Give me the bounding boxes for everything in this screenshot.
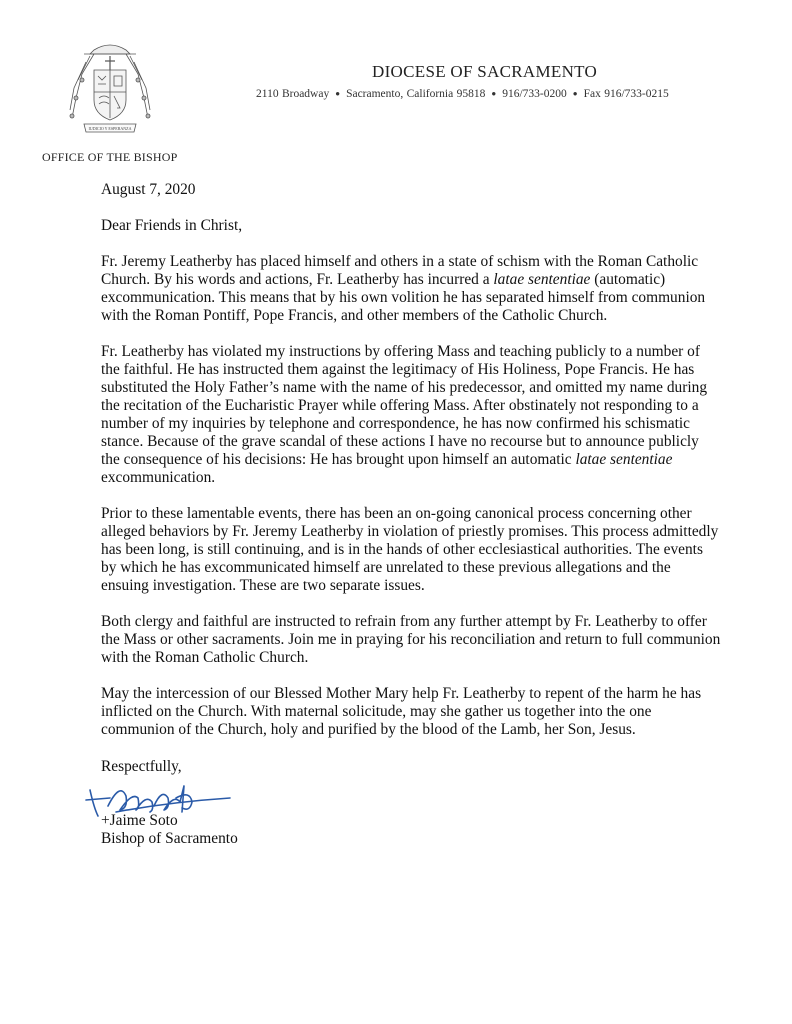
paragraph-2-text-a: Fr. Leatherby has violated my instructions by offering Mass and teaching publicly to a number of the faithful. He has instructed them against the legitimacy of His Holiness, Pope Francis. He has substituted the Holy Father’s name with the name of his predecessor, and omitted my name during the recitation of the Eucharistic Prayer while offering Mass. After obstinately not responding to a number of my inquiries by telephone and correspondence, he has now confirmed his schismatic stance. Because of the grave scandal of these actions I have no recourse but to announce publicly the consequence of his decisions: He has brought upon himself an automatic xyxy=(101,343,708,468)
paragraph-4: Both clergy and faithful are instructed to refrain from any further attempt by Fr. Leatherby to offer the Mass or other sacraments. Join me in praying for his reconciliation and return to full communion with the Roman Catholic Church. xyxy=(101,613,721,666)
letter-body xyxy=(101,181,721,757)
letter-closing: Respectfully, xyxy=(101,758,182,775)
letterhead-address xyxy=(256,88,669,100)
address-street: 2110 Broadway xyxy=(256,88,330,100)
paragraph-1-text-a: Fr. Jeremy Leatherby has placed himself and others in a state of schism with the Roman Catholic Church. By his words and actions, Fr. Leatherby has incurred a xyxy=(101,253,699,288)
address-phone: 916/733-0200 xyxy=(502,88,567,100)
paragraph-5: May the intercession of our Blessed Mother Mary help Fr. Leatherby to repent of the harm he has inflicted on the Church. With maternal solicitude, may she gather us together into the one communion of the Church, holy and purified by the blood of the Lamb, her Son, Jesus. xyxy=(101,685,702,738)
paragraph-1 xyxy=(101,253,721,325)
paragraph-1-text-b: (automatic) excommunication. This means that by his own volition he has separated himself from communion with the Roman Pontiff, Pope Francis, and other members of the Catholic Church. xyxy=(101,271,706,324)
paragraph-2 xyxy=(101,343,721,487)
latin-term: latae sententiae xyxy=(493,271,591,288)
signer-title: Bishop of Sacramento xyxy=(101,830,238,847)
motto-text: IUDICIO Y ESPERANZA xyxy=(88,126,132,131)
signer-name: +Jaime Soto xyxy=(101,812,178,829)
letter-date: August 7, 2020 xyxy=(101,181,196,198)
letter-salutation: Dear Friends in Christ, xyxy=(101,217,243,234)
organization-name: DIOCESE OF SACRAMENTO xyxy=(372,62,598,81)
episcopal-coat-of-arms xyxy=(64,40,156,136)
bullet-separator: ● xyxy=(491,89,497,98)
office-of-the-bishop: OFFICE OF THE BISHOP xyxy=(42,150,178,164)
paragraph-3: Prior to these lamentable events, there has been an on-going canonical process concerning other alleged behaviors by Fr. Jeremy Leatherby in violation of priestly promises. This process admittedly has been long, is still continuing, and is in the hands of other ecclesiastical authorities. The events by which he has excommunicated himself are unrelated to these previous allegations and the ensuing investigation. These are two separate issues. xyxy=(101,505,719,594)
latin-term: latae sententiae xyxy=(575,451,673,468)
address-fax: Fax 916/733-0215 xyxy=(583,88,669,100)
bullet-separator: ● xyxy=(572,89,578,98)
paragraph-2-text-b: excommunication. xyxy=(101,469,216,486)
bullet-separator: ● xyxy=(335,89,341,98)
address-city: Sacramento, California 95818 xyxy=(346,88,486,100)
